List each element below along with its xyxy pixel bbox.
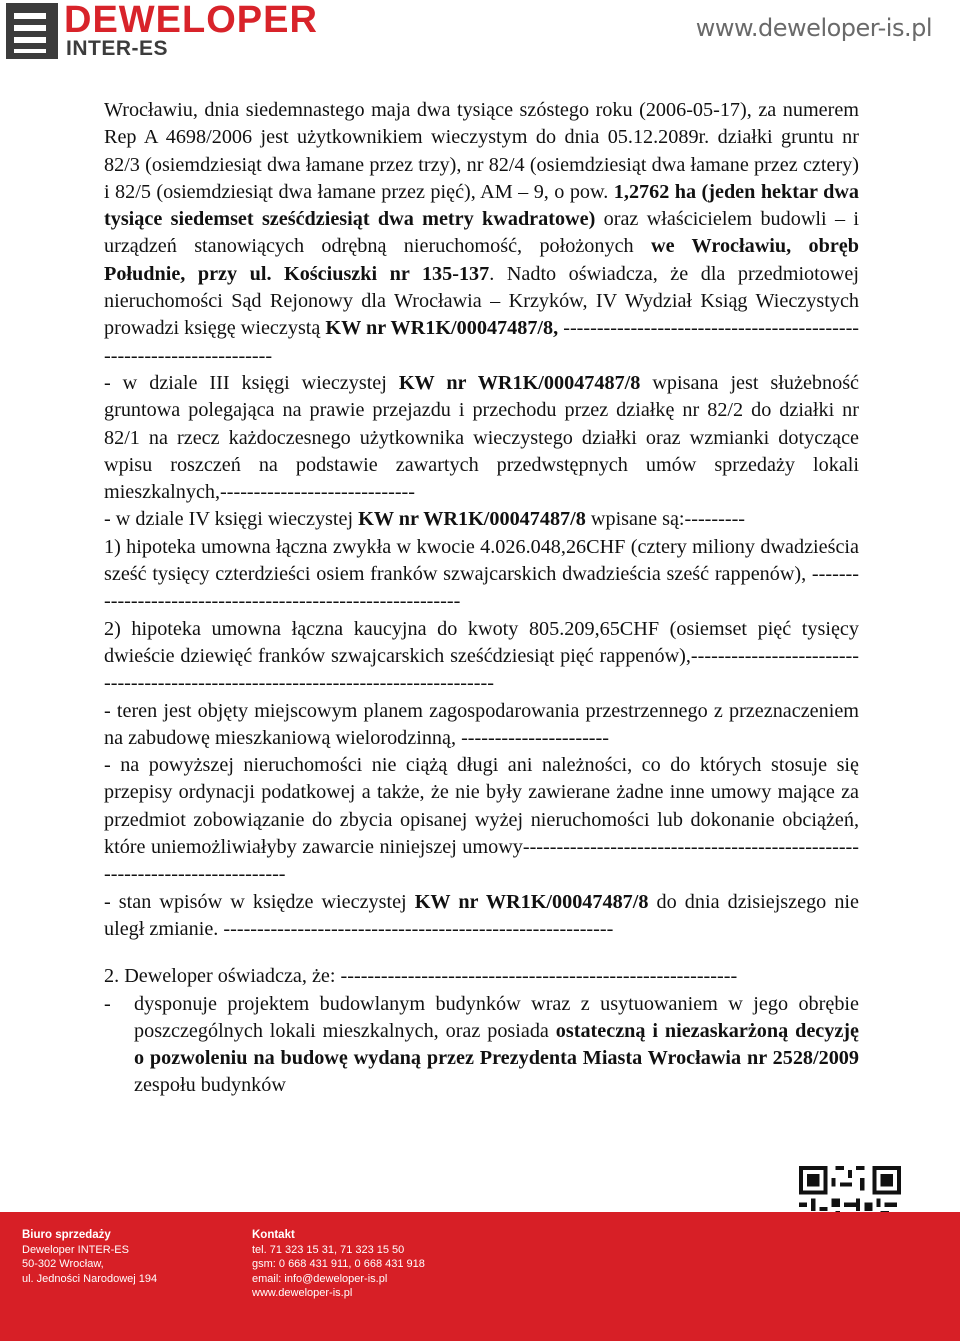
sales-office-line: ul. Jedności Narodowej 194 bbox=[22, 1272, 158, 1285]
contact-website[interactable]: www.deweloper-is.pl bbox=[252, 1287, 353, 1299]
list-bullet: - bbox=[104, 992, 111, 1015]
paragraph-section-iv: - w dziale IV księgi wieczystej KW nr WR1K/00047487/8 wpisane są:--------- bbox=[104, 508, 746, 531]
page-footer bbox=[0, 1212, 960, 1341]
area-bold: 1,2762 ha (jeden hektar dwa tysiące siedemset sześćdziesiąt dwa metry kwadratowe) bbox=[104, 180, 859, 231]
land-register-bold: KW nr WR1K/00047487/8, bbox=[325, 317, 559, 340]
contact-email[interactable]: email: info@deweloper-is.pl bbox=[252, 1272, 388, 1285]
company-logo-icon bbox=[6, 3, 58, 59]
brand-name: DEWELOPER bbox=[64, 0, 318, 41]
list-item-building-permit: - dysponuje projektem budowlanym budynków wraz z usytuowaniem w jego obrębie poszczególnych lokali mieszkalnych, oraz posiada ostateczną i niezaskarżoną decyzję o pozwoleniu na budowę wydaną przez Prezydenta Miasta Wrocławia nr 2528/2009 zespołu budynków bbox=[104, 991, 859, 1100]
contact-gsm: gsm: 0 668 431 911, 0 668 431 918 bbox=[252, 1258, 425, 1270]
brand-subtitle: INTER-ES bbox=[66, 37, 169, 60]
paragraph-section-iii: - w dziale III księgi wieczystej KW nr WR1K/00047487/8 wpisana jest służebność gruntowa polegająca na prawie przejazdu i przechodu przez działkę nr 82/2 do działki nr 82/1 na rzecz każdoczesnego użytkownika wieczystego działki oraz wzmianki dotyczące wpisu roszczeń na podstawie zawartych przedwstępnych umów sprzedaży lokali mieszkalnych,----------------------------- bbox=[104, 371, 860, 504]
contact-block bbox=[252, 1228, 425, 1301]
paragraph-register-status: - stan wpisów w księdze wieczystej KW nr WR1K/00047487/8 do dnia dzisiejszego nie uległ zmianie. ---------------------------------------------------------- bbox=[104, 890, 859, 940]
contact-title: Kontakt bbox=[252, 1229, 295, 1241]
document-body bbox=[104, 97, 859, 1100]
paragraph-mortgage-2: 2) hipoteka umowna łączna kaucyjna do kwoty 805.209,65CHF (osiemset pięć tysięcy dwieście dziewięć franków szwajcarskich sześćdziesiąt pięć rappenów),----------------------------------------------------------------------------------- bbox=[104, 617, 859, 695]
website-url[interactable]: www.deweloper-is.pl bbox=[695, 14, 932, 42]
spacer bbox=[104, 943, 859, 963]
sales-office-block bbox=[22, 1228, 157, 1286]
paragraph-developer-declares: 2. Deweloper oświadcza, że: ----------------------------------------------------------- bbox=[104, 965, 738, 988]
paragraph-property-description: Wrocławiu, dnia siedemnastego maja dwa tysiące szóstego roku (2006-05-17), za numerem Rep A 4698/2006 jest użytkownikiem wieczystym do dnia 05.12.2089r. działki gruntu nr 82/3 (osiemdziesiąt dwa łamane przez trzy), nr 82/4 (osiemdziesiąt dwa łamane przez cztery) i 82/5 (osiemdziesiąt dwa łamane przez pięć), AM – 9, o pow. 1,2762 ha (jeden hektar dwa tysiące siedemset sześćdziesiąt dwa metry kwadratowe) oraz właścicielem budowli – i urządzeń stanowiących odrębną nieruchomość, położonych we Wrocławiu, obręb Południe, przy ul. Kościuszki nr 135-137. Nadto oświadcza, że dla przedmiotowej nieruchomości Sąd Rejonowy dla Wrocławia – Krzyków, IV Wydział Ksiąg Wieczystych prowadzi księgę wieczystą KW nr WR1K/00047487/8, --------------------------------------------------------------------- bbox=[104, 99, 860, 367]
paragraph-zoning-plan: - teren jest objęty miejscowym planem zagospodarowania przestrzennego z przeznaczeniem na zabudowę mieszkaniową wielorodzinną, ---------------------- bbox=[104, 699, 859, 749]
sales-office-line: 50-302 Wrocław, bbox=[22, 1258, 104, 1270]
contact-phone: tel. 71 323 15 31, 71 323 15 50 bbox=[252, 1243, 405, 1256]
location-bold: we Wrocławiu, obręb Południe, przy ul. Kościuszki nr 135-137 bbox=[104, 235, 859, 285]
paragraph-no-debts: - na powyższej nieruchomości nie ciążą długi ani należności, co do których stosuje się przepisy ordynacji podatkowej a także, że nie były zawierane żadne inne umowy mające za przedmiot zobowiązanie do zbycia opisanej wyżej nieruchomości lub dokonanie obciążeń, które uniemożliwiałyby zawarcie niniejszej umowy----------------------------------------------------------------------------- bbox=[104, 754, 859, 886]
paragraph-mortgage-1: 1) hipoteka umowna łączna zwykła w kwocie 4.026.048,26CHF (cztery miliony dwadzieścia sześć tysięcy czterdzieści osiem franków szwajcarskich dwadzieścia sześć rappenów), ------------------------------------------------------------ bbox=[104, 535, 859, 613]
page-header bbox=[0, 0, 960, 66]
permit-bold: ostateczną i niezaskarżoną decyzję o pozwoleniu na budowę wydaną przez Prezydenta Miasta Wrocławia nr 2528/2009 bbox=[134, 1019, 859, 1070]
sales-office-line: Deweloper INTER-ES bbox=[22, 1243, 129, 1256]
sales-office-title: Biuro sprzedaży bbox=[22, 1229, 111, 1241]
